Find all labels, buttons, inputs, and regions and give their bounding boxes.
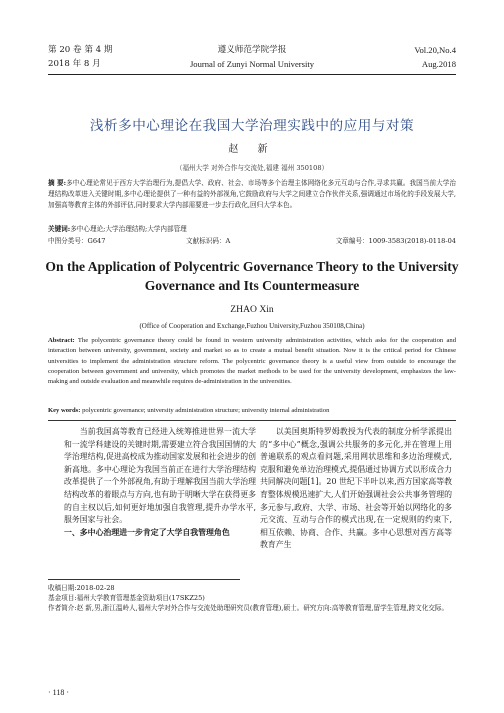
journal-name-cn: 遵义师范学院学报 xyxy=(217,45,287,55)
keywords-cn-label: 关键词: xyxy=(48,225,71,233)
received-date: 收稿日期:2018-02-28 xyxy=(48,584,115,592)
page-number: · 118 · xyxy=(48,688,70,697)
author-bio: 作者简介:赵 新,男,浙江温岭人,福州大学对外合作与交流处助理研究员(教育管理),硕士。研究方向:高等教育管理,留学生管理,跨文化交际。 xyxy=(48,604,449,612)
keywords-cn-text: 多中心理论;大学治理结构;大学内部管理 xyxy=(70,225,187,233)
abstract-cn xyxy=(48,178,456,211)
journal-volume-en xyxy=(414,43,456,71)
keywords-en xyxy=(48,406,456,416)
affiliation-cn: （福州大学 对外合作与交流处,福建 福州 350108） xyxy=(175,164,329,172)
abstract-cn-label: 摘 要: xyxy=(48,179,67,187)
footnotes xyxy=(48,583,458,613)
author-name-cn: 赵 新 xyxy=(228,144,276,155)
publication-date-cn: 2018 年 8 月 xyxy=(48,59,101,69)
header-divider xyxy=(48,74,456,75)
volume-issue-en: Vol.20,No.4 xyxy=(414,45,456,55)
document-code: 文献标识码：A xyxy=(186,237,231,245)
body-column-left xyxy=(64,426,256,539)
abstract-divider xyxy=(48,420,456,421)
body-paragraph-intro: 当前我国高等教育已经进入统筹推进世界一流大学和一流学科建设的关键时期,需要建立符合我国国情的大学治理结构,促进高校成为推动国家发展和社会进步的创新高地。多中心理论为我国当前正在进行大学治理结构改革提供了一个外部视角,有助于理解我国当前大学治理结构改革的着眼点与方向,也有助于明晰大学在获得更多的自主权以后,如何更好地加强自我管理,提升办学水平,服务国家与社会。 xyxy=(64,427,256,525)
volume-issue: 第 20 卷 第 4 期 xyxy=(48,45,113,55)
footnote-divider xyxy=(48,579,240,580)
paper-title-cn: 浅析多中心理论在我国大学治理实践中的应用与对策 xyxy=(89,118,415,134)
abstract-en xyxy=(48,336,456,387)
keywords-en-label: Key words: xyxy=(48,407,81,414)
clc-number: 中图分类号：G647 xyxy=(48,237,106,245)
journal-name-en: Journal of Zunyi Normal University xyxy=(189,59,315,69)
abstract-en-text: The polycentric governance theory could be found in western university administration activities, which asks for the cooperation and interaction between university, government, society and market so as to create a mutual benefit situation. Now it is the critical period for Chinese universities to implement the administration structure reform. The polycentric governance theory is a useful view from outside to encourage the cooperation between government and university, which promotes the market methods to be used for the university development, emphasizes the law-making and outside evaluation and meanwhile requires de-administration in the universities. xyxy=(48,337,457,386)
affiliation-en: (Office of Cooperation and Exchange,Fuzhou University,Fuzhou 350108,China) xyxy=(139,322,365,330)
author-name-en: ZHAO Xin xyxy=(230,304,274,315)
article-number: 文章编号：1009-3583(2018)-0118-04 xyxy=(335,237,456,245)
publication-date-en: Aug.2018 xyxy=(421,59,456,69)
keywords-cn xyxy=(48,224,456,235)
section-heading-1: 一、多中心治理进一步肯定了大学自我管理角色 xyxy=(64,527,230,537)
body-paragraph-polycentric: 以美国奥斯特罗姆教授为代表的制度分析学派提出的“多中心”概念,强调公共服务的多元化,并在管理上用普遍联系的观点看问题,采用网状思维和多边治理模式,克服和避免单边治理模式,提倡通过协调方式以形成合力共同解决问题[1]。20 世纪下半叶以来,西方国家高等教育整体规模迅速扩大,人们开始强调社会公共事务管理的多元参与,政府、大学、市场、社会等开始以网络化的多元交流、互动与合作的模式出现,在一定规则的约束下,相互依赖、协商、合作、共赢。多中心思想对西方高等教育产生 xyxy=(260,427,452,550)
abstract-en-label: Abstract: xyxy=(48,337,75,344)
keywords-en-text: polycentric governance; university administration structure; university internal administration xyxy=(82,407,330,414)
abstract-cn-text: 多中心理论常见于西方大学治理行为,提倡大学、政府、社会、市场等多个治理主体网络化多元互动与合作,寻求共赢。我国当前大学治理结构改革进入关键时期,多中心理论提供了一种有益的外部视角,它鼓励政府与大学之间建立合作伙伴关系,强调通过市场化的手段发展大学,加强高等教育主体的外部评估,同时要求大学内部需要进一步去行政化,回归大学本色。 xyxy=(48,179,456,209)
paper-title-en: On the Application of Polycentric Governance Theory to the University Governance and Its Countermeasure xyxy=(45,259,459,293)
body-column-right xyxy=(260,426,452,552)
fund-info: 基金项目:福州大学教育管理基金资助项目(17SKZ25) xyxy=(48,594,205,602)
